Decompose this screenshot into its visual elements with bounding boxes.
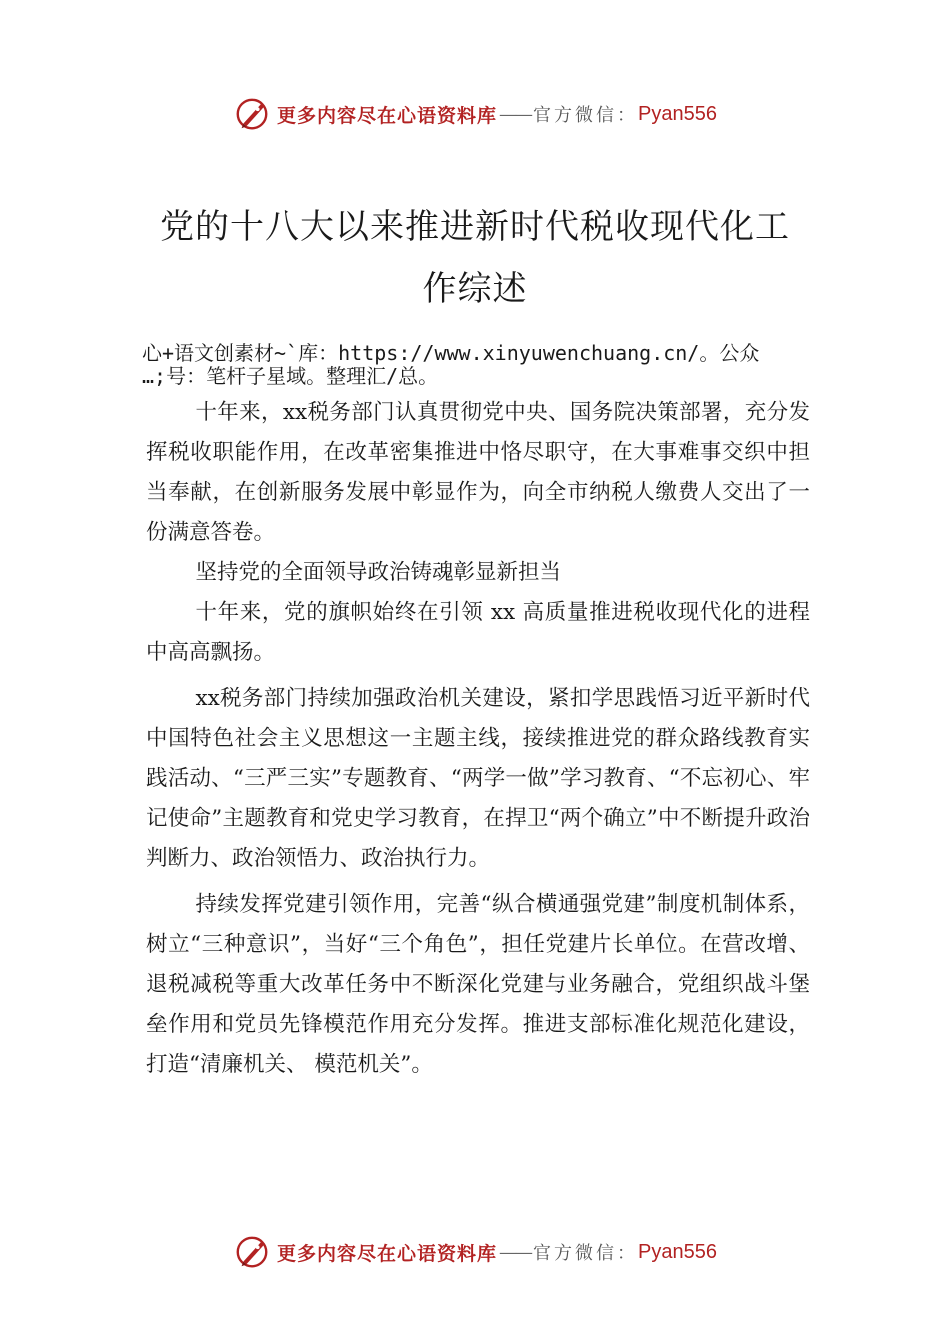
footer-banner bbox=[0, 1232, 950, 1272]
banner-label: 官方微信： bbox=[533, 105, 639, 126]
document-title bbox=[0, 196, 950, 320]
banner-label: 官方微信： bbox=[533, 1243, 639, 1264]
banner-main-text: 更多内容尽在心语资料库 bbox=[277, 104, 498, 127]
pen-logo-icon bbox=[233, 1233, 271, 1271]
banner-wechat-id: Pyan556 bbox=[638, 102, 717, 125]
paragraph-4: 持续发挥党建引领作用，完善“纵合横通强党建”制度机制体系，树立“三种意识”，当好“三个角色”，担任党建片长单位。在营改增、退税减税等重大改革任务中不断深化党建与业务融合，党组织战斗堡垒作用和党员先锋模范作用充分发挥。推进支部标准化规范化建设，打造“清廉机关、 模范机关”。 bbox=[146, 892, 810, 1077]
document-body bbox=[146, 393, 810, 1085]
pen-logo-icon bbox=[233, 95, 271, 133]
title-line-2: 作综述 bbox=[422, 269, 528, 309]
banner-separator: —— bbox=[499, 1241, 532, 1263]
section-heading: 坚持党的全面领导政治铸魂彰显新担当 bbox=[195, 560, 561, 585]
source-note-line-1: 心+语文创素材~`库：https://www.xinyuwenchuang.cn/。公众 bbox=[142, 341, 760, 365]
title-line-1: 党的十八大以来推进新时代税收现代化工 bbox=[160, 207, 790, 247]
source-note-line-2: …;号：笔杆子星域。整理汇/总。 bbox=[142, 364, 439, 388]
banner-wechat-id: Pyan556 bbox=[638, 1240, 717, 1263]
paragraph-3: xx税务部门持续加强政治机关建设，紧扣学思践悟习近平新时代中国特色社会主义思想这一主题主线，接续推进党的群众路线教育实践活动、“三严三实”专题教育、“两学一做”学习教育、“不忘初心、牢记使命”主题教育和党史学习教育，在捍卫“两个确立”中不断提升政治判断力、政治领悟力、政治执行力。 bbox=[146, 686, 810, 871]
banner-main-text: 更多内容尽在心语资料库 bbox=[277, 1242, 498, 1265]
paragraph-2: 十年来，党的旗帜始终在引领 xx 高质量推进税收现代化的进程中高高飘扬。 bbox=[146, 600, 810, 665]
source-note bbox=[142, 342, 842, 388]
paragraph-intro: 十年来，xx税务部门认真贯彻党中央、国务院决策部署，充分发挥税收职能作用，在改革密集推进中恪尽职守，在大事难事交织中担当奉献，在创新服务发展中彰显作为，向全市纳税人缴费人交出了一份满意答卷。 bbox=[146, 400, 810, 545]
header-banner bbox=[0, 94, 950, 134]
banner-separator: —— bbox=[499, 103, 532, 125]
